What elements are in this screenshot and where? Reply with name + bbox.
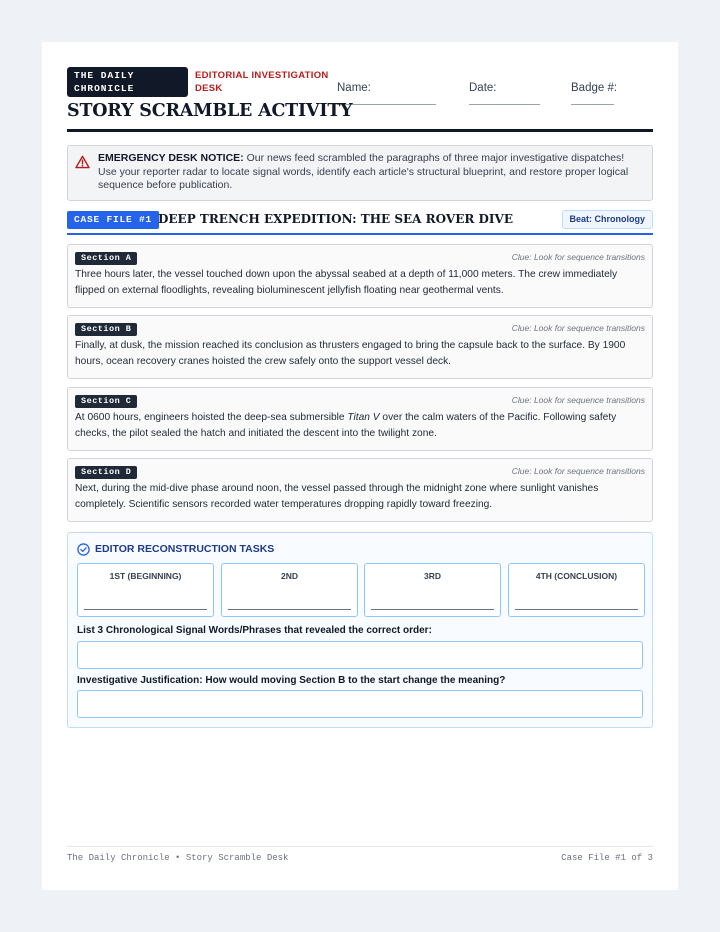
section-tag: Section A (75, 252, 137, 265)
section-text-part: At 0600 hours, engineers hoisted the deep-sea submersible (75, 412, 348, 423)
reconstruction-tasks-panel (67, 532, 653, 728)
order-answer-line (84, 609, 207, 610)
warning-triangle-icon (75, 155, 90, 169)
brand-line-2: CHRONICLE (74, 83, 135, 94)
order-slot-label: 3RD (423, 571, 441, 581)
page-footer (67, 846, 653, 863)
case-file-badge: CASE FILE #1 (67, 211, 159, 229)
desk-line-1: EDITORIAL INVESTIGATION (195, 70, 329, 81)
notice-heading: EMERGENCY DESK NOTICE: (98, 152, 244, 164)
order-slot-4[interactable] (508, 563, 645, 617)
section-tag: Section B (75, 323, 137, 336)
section-text: Finally, at dusk, the mission reached its conclusion as thrusters engaged to bring the capsule back to the surface. By 1900 hours, ocean recovery cranes hoisted the crew safely onto the support vessel deck. (75, 340, 626, 367)
brand-line-1: THE DAILY (74, 70, 135, 81)
section-text: Three hours later, the vessel touched down upon the abyssal seabed at a depth of 11,000 meters. The crew immediately flipped on external floodlights, revealing bioluminescent jellyfish floating near geothermal vents. (75, 269, 618, 296)
signal-words-answer-box[interactable] (77, 641, 643, 669)
justification-question: Investigative Justification: How would moving Section B to the start change the meaning? (77, 675, 506, 686)
section-text (75, 410, 645, 442)
section-tag: Section C (75, 395, 137, 408)
order-answer-line (228, 609, 351, 610)
beat-tag: Beat: Chronology (562, 210, 654, 229)
section-clue: Clue: Look for sequence transitions (511, 395, 645, 405)
page-title: STORY SCRAMBLE ACTIVITY (67, 101, 353, 121)
name-label: Name: (337, 82, 371, 94)
case-file-header (67, 211, 653, 235)
badge-label: Badge #: (571, 82, 618, 94)
desk-line-2: DESK (195, 83, 223, 94)
section-text-part: over the calm waters of the Pacific. Following safety checks, the pilot sealed the hatch and initiated the descent into the twilight zone. (75, 412, 617, 439)
section-clue: Clue: Look for sequence transitions (511, 323, 645, 333)
desk-label (195, 69, 335, 95)
order-answer-line (515, 609, 638, 610)
order-answer-line (371, 609, 494, 610)
tasks-title: EDITOR RECONSTRUCTION TASKS (95, 543, 275, 555)
section-b-card (67, 315, 653, 379)
section-d-card (67, 458, 653, 522)
section-clue: Clue: Look for sequence transitions (511, 466, 645, 476)
case-file-title: DEEP TRENCH EXPEDITION: THE SEA ROVER DIVE (158, 212, 513, 226)
notice-text: Our news feed scrambled the paragraphs of three major investigative dispatches! Use your reporter radar to locate signal words, identify each article's structural blueprint, and restore proper logical sequence before publication. (98, 152, 629, 191)
section-a-card (67, 244, 653, 308)
footer-page-indicator: Case File #1 of 3 (561, 853, 653, 863)
date-field[interactable] (469, 104, 540, 105)
justification-answer-box[interactable] (77, 690, 643, 718)
check-circle-icon (77, 543, 90, 556)
order-slot-label: 4TH (CONCLUSION) (535, 571, 618, 581)
section-clue: Clue: Look for sequence transitions (511, 252, 645, 262)
badge-field[interactable] (571, 104, 614, 105)
signal-words-question: List 3 Chronological Signal Words/Phrases that revealed the correct order: (77, 625, 432, 636)
title-divider (67, 129, 653, 132)
date-label: Date: (469, 82, 497, 94)
vessel-name: Titan V (347, 412, 380, 423)
order-slot-label: 1ST (BEGINNING) (109, 571, 182, 581)
order-slot-1[interactable] (77, 563, 214, 617)
section-text: Next, during the mid-dive phase around noon, the vessel passed through the midnight zone where sunlight vanishes completely. Scientific sensors recorded water temperatures dropping rapidly toward freezing. (75, 483, 599, 510)
order-slot-3[interactable] (364, 563, 501, 617)
section-c-card (67, 387, 653, 451)
order-slot-2[interactable] (221, 563, 358, 617)
brand-badge (67, 67, 188, 97)
order-slot-label: 2ND (280, 571, 298, 581)
worksheet-page (42, 42, 678, 890)
emergency-notice (67, 145, 653, 201)
footer-left: The Daily Chronicle • Story Scramble Desk (67, 853, 289, 863)
section-tag: Section D (75, 466, 137, 479)
